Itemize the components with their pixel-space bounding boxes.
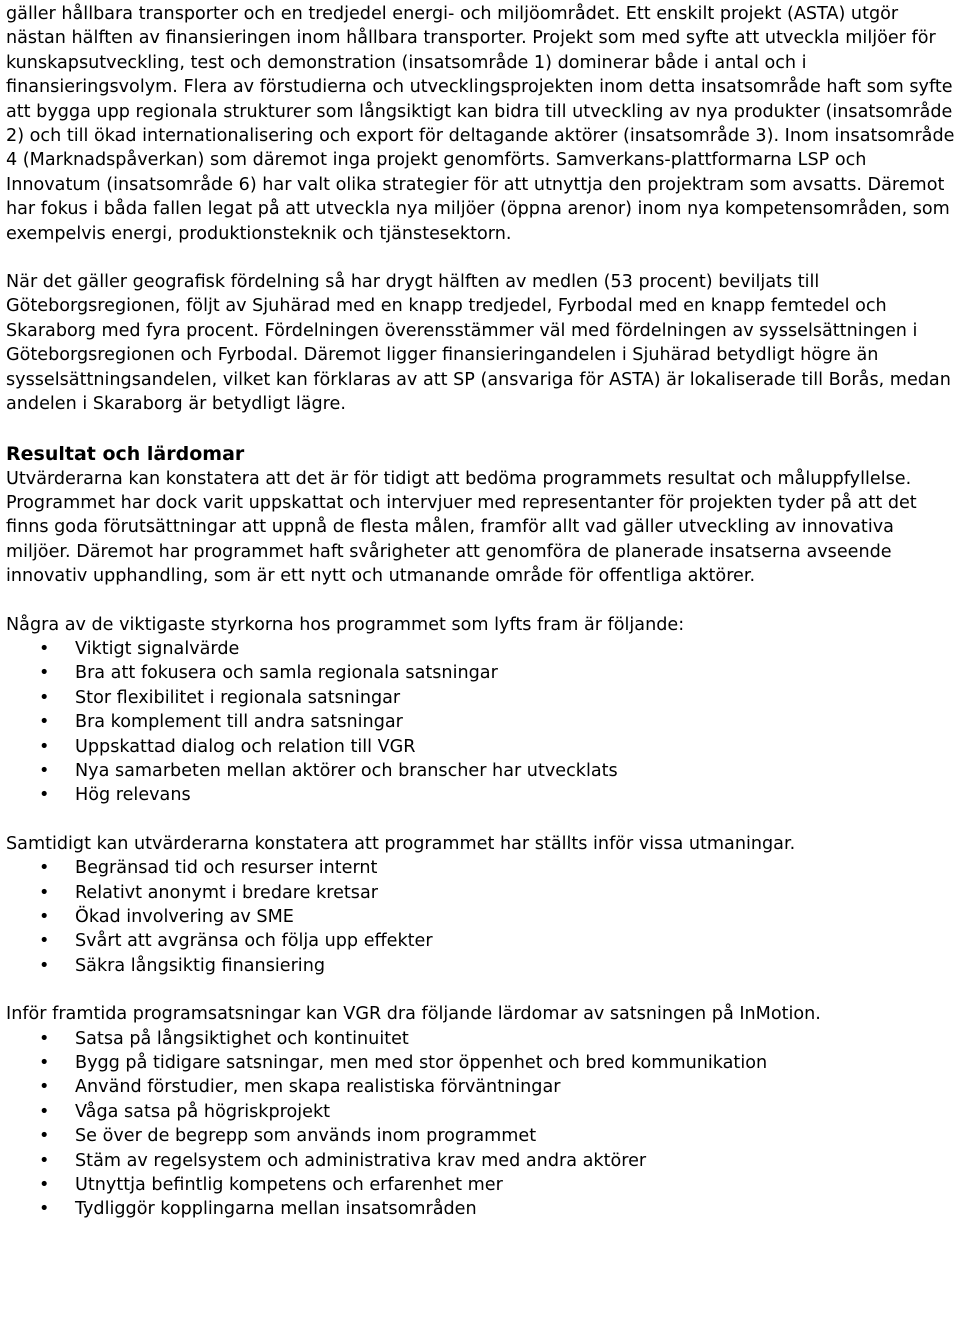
bullet-icon: •: [39, 907, 50, 927]
bullet-icon: •: [39, 1199, 50, 1220]
list-item: • Se över de begrepp som används inom programmet: [6, 1124, 958, 1148]
list-item: • Tydliggör kopplingarna mellan insatsområden: [6, 1197, 958, 1221]
strengths-list: [6, 637, 958, 808]
paragraph-geographic-distribution: När det gäller geografisk fördelning så har drygt hälften av medlen (53 procent) beviljats till Göteborgsregionen, följt av Sjuhärad med en knapp tredjedel, Fyrbodal med en knapp femtedel och Skaraborg med fyra procent. Fördelningen överensstämmer väl med fördelningen av sysselsättningen i Göteborgsregionen och Fyrbodal. Däremot ligger finansieringandelen i Sjuhärad betydligt högre än sysselsättningsandelen, vilket kan förklaras av att SP (ansvariga för ASTA) är lokaliserade till Borås, medan andelen i Skaraborg är betydligt lägre.: [6, 272, 951, 415]
list-item: • Bygg på tidigare satsningar, men med stor öppenhet och bred kommunikation: [6, 1051, 958, 1075]
document-page: [6, 2, 958, 1222]
list-item: • Svårt att avgränsa och följa upp effekter: [6, 929, 958, 953]
list-item: • Viktigt signalvärde: [6, 637, 958, 661]
list-item: • Stor flexibilitet i regionala satsningar: [6, 686, 958, 710]
bullet-icon: •: [39, 760, 50, 781]
list-item: • Uppskattad dialog och relation till VGR: [6, 735, 958, 759]
list-item: • Begränsad tid och resurser internt: [6, 856, 958, 880]
strengths-intro: Några av de viktigaste styrkorna hos programmet som lyfts fram är följande:: [6, 614, 685, 635]
bullet-icon: •: [39, 1101, 50, 1122]
list-item: • Hög relevans: [6, 783, 958, 807]
bullet-icon: •: [39, 1126, 50, 1147]
list-item: • Relativt anonymt i bredare kretsar: [6, 881, 958, 905]
bullet-icon: •: [39, 1053, 50, 1074]
lessons-list: [6, 1027, 958, 1222]
bullet-icon: •: [39, 687, 50, 708]
list-item: • Säkra långsiktig finansiering: [6, 954, 958, 978]
bullet-icon: •: [39, 663, 50, 684]
list-item: • Bra att fokusera och samla regionala satsningar: [6, 661, 958, 685]
paragraph-results: Utvärderarna kan konstatera att det är för tidigt att bedöma programmets resultat och måluppfyllelse. Programmet har dock varit uppskattat och intervjuer med representanter för projekten tyder på att det finns goda förutsättningar att uppnå de flesta målen, framför allt vad gäller utveckling av innovativa miljöer. Däremot har programmet haft svårigheter att genomföra de planerade insatserna avseende innovativ upphandling, som är ett nytt och utmanande område för offentliga aktörer.: [6, 468, 917, 587]
list-item: • Våga satsa på högriskprojekt: [6, 1100, 958, 1124]
list-item: • Stäm av regelsystem och administrativa krav med andra aktörer: [6, 1149, 958, 1173]
bullet-icon: •: [39, 1175, 50, 1196]
bullet-icon: •: [39, 736, 50, 757]
bullet-icon: •: [39, 858, 50, 879]
list-item: • Satsa på långsiktighet och kontinuitet: [6, 1027, 958, 1051]
paragraph-transport-and-focus-areas: gäller hållbara transporter och en tredjedel energi- och miljöområdet. Ett enskilt projekt (ASTA) utgör nästan hälften av finansieringen inom hållbara transporter. Projekt som med syfte att utveckla miljöer för kunskapsutveckling, test och demonstration (insatsområde 1) dominerar både i antal och i finansieringsvolym. Flera av förstudierna och utvecklingsprojekten inom detta insatsområde haft som syfte att bygga upp regionala strukturer som långsiktigt kan bidra till utveckling av nya produkter (insatsområde 2) och till ökad internationalisering och export för deltagande aktörer (insatsområde 3). Inom insatsområde 4 (Marknadspåverkan) som däremot inga projekt genomförts. Samverkans-plattformarna LSP och Innovatum (insatsområde 6) har valt olika strategier för att utnyttja den projektram som avsatts. Däremot har fokus i båda fallen legat på att utveckla nya miljöer (öppna arenor) inom nya kompetensområden, som exempelvis energi, produktionsteknik och tjänstesektorn.: [6, 4, 955, 244]
lessons-intro: Inför framtida programsatsningar kan VGR dra följande lärdomar av satsningen på InMotion.: [6, 1004, 821, 1025]
list-item: • Ökad involvering av SME: [6, 905, 958, 929]
challenges-intro: Samtidigt kan utvärderarna konstatera att programmet har ställts inför vissa utmaningar.: [6, 833, 796, 854]
bullet-icon: •: [39, 712, 50, 733]
bullet-icon: •: [39, 955, 50, 976]
list-item: • Bra komplement till andra satsningar: [6, 710, 958, 734]
bullet-icon: •: [39, 785, 50, 806]
bullet-icon: •: [39, 882, 50, 903]
bullet-icon: •: [39, 1077, 50, 1098]
section-heading: Resultat och lärdomar: [6, 442, 245, 465]
bullet-icon: •: [39, 638, 50, 659]
list-item: • Använd förstudier, men skapa realistiska förväntningar: [6, 1075, 958, 1099]
challenges-list: [6, 856, 958, 978]
bullet-icon: •: [39, 931, 50, 952]
list-item: • Utnyttja befintlig kompetens och erfarenhet mer: [6, 1173, 958, 1197]
list-item: • Nya samarbeten mellan aktörer och branscher har utvecklats: [6, 759, 958, 783]
bullet-icon: •: [39, 1150, 50, 1171]
bullet-icon: •: [39, 1028, 50, 1049]
